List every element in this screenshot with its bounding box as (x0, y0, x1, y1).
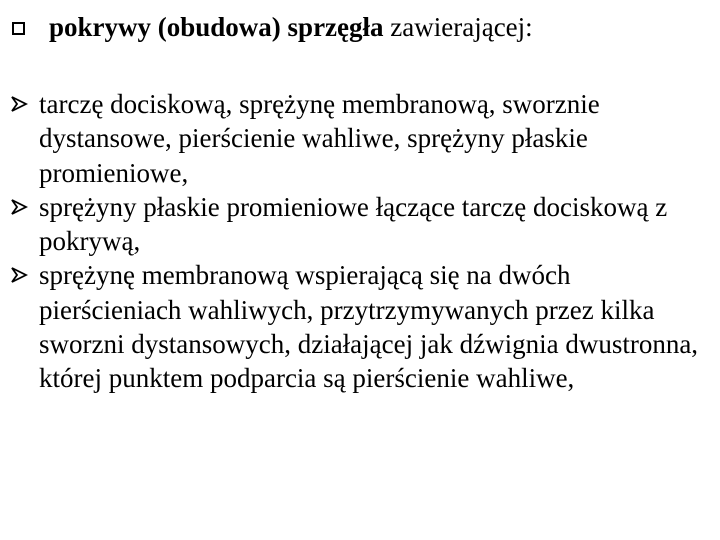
heading-normal-part: zawierającej: (383, 12, 533, 42)
bullet-text: tarczę dociskową, sprężynę membranową, sworznie dystansowe, pierścienie wahliwe, sprężyny płaskie promieniowe, (39, 89, 600, 188)
arrow-bullet-icon (10, 95, 28, 113)
bullet-item (10, 87, 710, 190)
arrow-bullet-icon (10, 198, 28, 216)
heading-bold-part: pokrywy (obudowa) sprzęgła (49, 12, 384, 42)
bullet-list (10, 87, 710, 396)
heading (10, 10, 710, 44)
bullet-item (10, 258, 710, 395)
arrow-bullet-icon (10, 266, 28, 284)
bullet-text: sprężynę membranową wspierającą się na dwóch pierścieniach wahliwych, przytrzymywanych przez kilka sworzni dystansowych, działającej jak dźwignia dwustronna, której punktem podparcia są pierścienie wahliwe, (39, 260, 699, 394)
bullet-item (10, 190, 710, 259)
square-bullet-icon (12, 22, 25, 35)
heading-text (49, 10, 533, 44)
bullet-text: sprężyny płaskie promieniowe łączące tarczę dociskową z pokrywą, (39, 191, 668, 257)
